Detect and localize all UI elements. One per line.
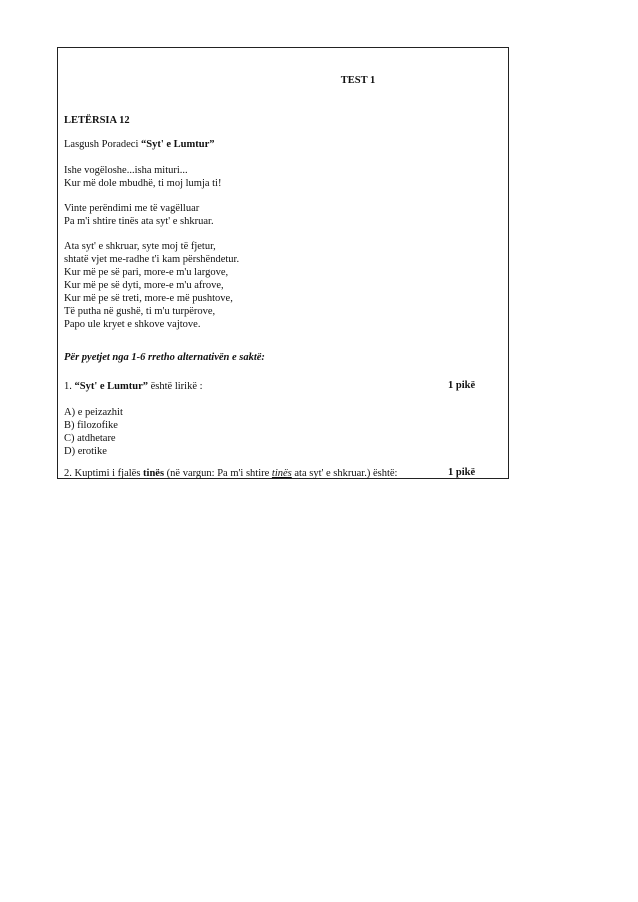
instruction-text: Për pyetjet nga 1-6 rretho alternativën e saktë: [64, 352, 265, 363]
poem-line: Vinte perëndimi me të vagëlluar [64, 203, 200, 214]
poem-line: Të putha në gushë, ti m'u turpërove, [64, 306, 216, 317]
points-label: 1 pikë [448, 380, 476, 391]
question-text: (në vargun: Pa m'i shtire [166, 468, 270, 479]
poem-line: Ishe vogëloshe...isha mituri... [64, 165, 188, 176]
question-text: është lirikë : [150, 381, 203, 392]
poem-line: Kur më pe së treti, more-e më pushtove, [64, 293, 233, 304]
author-name: Lasgush Poradeci [64, 139, 139, 150]
question-2 [64, 467, 397, 480]
poem-line: Pa m'i shtire tinës ata syt' e shkruar. [64, 216, 214, 227]
question-text: ata syt' e shkruar.) është: [294, 468, 398, 479]
poem-line: shtatë vjet me-radhe t'i kam përshëndetur. [64, 254, 240, 265]
question-number: 1. [64, 381, 72, 392]
option-c[interactable]: C) atdhetare [64, 433, 116, 444]
poem-heading [64, 138, 214, 151]
points-label: 1 pikë [448, 467, 476, 478]
poem-line: Kur më pe së pari, more-e m'u largove, [64, 267, 229, 278]
test-page-frame [57, 47, 509, 479]
question-1 [64, 380, 203, 393]
option-b[interactable]: B) filozofike [64, 420, 118, 431]
test-title: TEST 1 [340, 75, 376, 86]
poem-line: Kur më pe së dyti, more-e m'u afrove, [64, 280, 224, 291]
poem-title: “Syt' e Lumtur” [140, 139, 215, 150]
poem-line: Papo ule kryet e shkove vajtove. [64, 319, 201, 330]
option-d[interactable]: D) erotike [64, 446, 107, 457]
question-poem-title: “Syt' e Lumtur” [74, 381, 148, 392]
question-keyword: tinës [143, 468, 165, 479]
question-text: 2. Kuptimi i fjalës [64, 468, 141, 479]
underlined-word: tinës [271, 468, 292, 479]
section-heading: LETËRSIA 12 [64, 115, 130, 126]
poem-line: Ata syt' e shkruar, syte moj të fjetur, [64, 241, 216, 252]
option-a[interactable]: A) e peizazhit [64, 407, 123, 418]
poem-line: Kur më dole mbudhë, ti moj lumja ti! [64, 178, 222, 189]
